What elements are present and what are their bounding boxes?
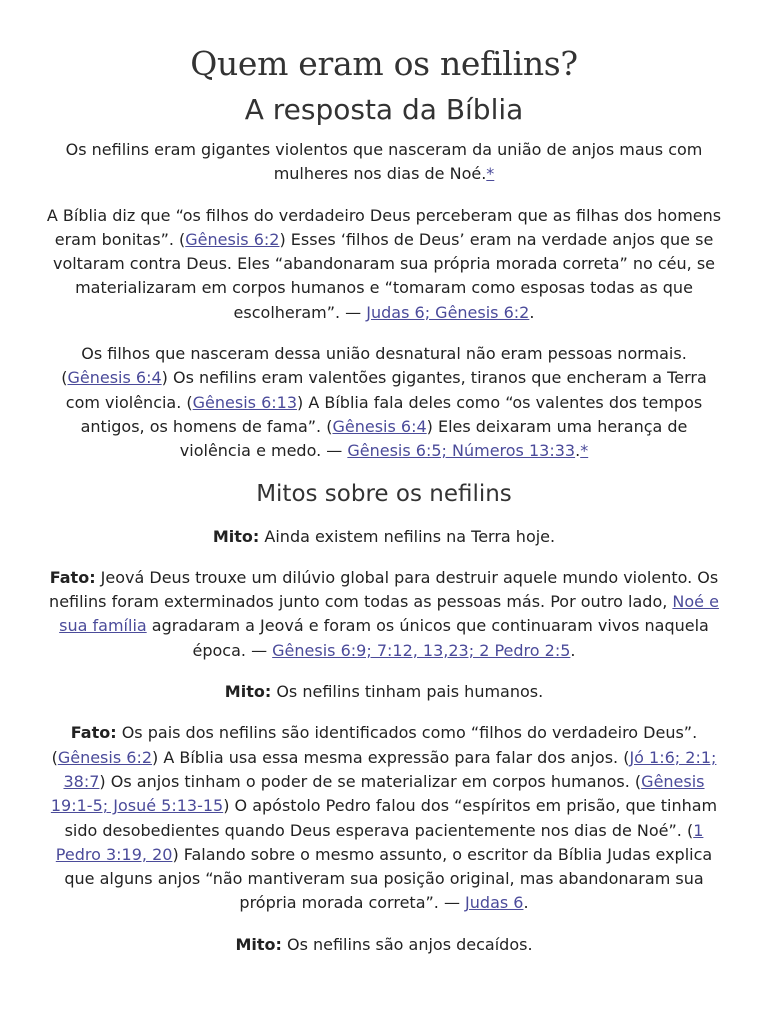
text: Ainda existem nefilins na Terra hoje. <box>259 526 556 546</box>
paragraph-filhos <box>44 342 724 463</box>
text: Os nefilins são anjos decaídos. <box>281 934 533 954</box>
text: . <box>575 441 581 461</box>
scripture-link[interactable]: Gênesis 19:1-5; Josué 5:13-15 <box>50 771 705 816</box>
text: ) A Bíblia usa essa mesma expressão para falar dos anjos. ( <box>152 747 630 767</box>
page-subtitle: A resposta da Bíblia <box>244 93 524 126</box>
scripture-link[interactable]: Gênesis 6:9; 7:12, 13,23; 2 Pedro 2:5 <box>272 640 571 660</box>
myth-3 <box>44 933 724 957</box>
text: ) Falando sobre o mesmo assunto, o escritor da Bíblia Judas explica que alguns anjos “não mantiveram sua posição original, mas abandonaram sua própria morada correta”. — <box>64 844 713 913</box>
text: ) Esses ‘filhos de Deus’ eram na verdade anjos que se voltaram contra Deus. Eles “abandonaram sua própria morada correta” no céu, se materializaram em corpos humanos e “tomaram como esposas todas as que escolheram”. — <box>52 229 716 322</box>
text: ) Os anjos tinham o poder de se materializar em corpos humanos. ( <box>99 771 642 791</box>
myth-label: Mito: <box>212 526 260 546</box>
footnote-link[interactable]: * <box>580 441 589 461</box>
fact-label: Fato: <box>49 567 96 587</box>
intro-paragraph <box>44 138 724 187</box>
footnote-link[interactable]: * <box>486 164 495 184</box>
scripture-link[interactable]: 1 Pedro 3:19, 20 <box>55 820 704 864</box>
section-heading: Mitos sobre os nefilins <box>256 480 512 507</box>
text: . <box>529 302 535 322</box>
text: ) O apóstolo Pedro falou dos “espíritos em prisão, que tinham sido desobedientes quando Deus esperava pacientemente nos dias de Noé”. ( <box>64 796 718 840</box>
text: Os filhos que nasceram dessa união desnatural não eram pessoas normais. ( <box>61 344 687 388</box>
text: Os nefilins tinham pais humanos. <box>271 682 544 702</box>
scripture-link[interactable]: Judas 6; Gênesis 6:2 <box>366 302 530 322</box>
myth-2 <box>44 680 724 704</box>
text: . <box>570 640 576 660</box>
noe-familia-link[interactable]: Noé e sua família <box>59 592 719 636</box>
text: Jeová Deus trouxe um dilúvio global para destruir aquele mundo violento. Os nefilins foram exterminados junto com todas as pessoas más. Por outro lado, <box>49 567 719 612</box>
fact-2 <box>44 721 724 915</box>
text: agradaram a Jeová e foram os únicos que continuaram vivos naquela época. — <box>146 616 709 660</box>
scripture-link[interactable]: Gênesis 6:2 <box>57 747 153 767</box>
scripture-link[interactable]: Gênesis 6:5; Números 13:33 <box>347 441 576 461</box>
paragraph-filhos-de-deus <box>44 204 724 325</box>
scripture-link[interactable]: Gênesis 6:4 <box>332 416 427 436</box>
scripture-link[interactable]: Gênesis 6:13 <box>192 392 298 412</box>
text: Os nefilins eram gigantes violentos que nasceram da união de anjos maus com mulheres nos dias de Noé. <box>65 140 703 184</box>
fact-label: Fato: <box>70 723 117 743</box>
scripture-link[interactable]: Gênesis 6:4 <box>67 368 162 388</box>
fact-1 <box>44 566 724 663</box>
myth-label: Mito: <box>235 934 282 954</box>
scripture-link[interactable]: Judas 6 <box>465 893 524 913</box>
text: A Bíblia diz que “os filhos do verdadeiro Deus perceberam que as filhas dos homens eram bonitas”. ( <box>46 205 722 249</box>
text: ) A Bíblia fala deles como “os valentes dos tempos antigos, os homens de fama”. ( <box>80 392 703 436</box>
text: . <box>523 893 529 913</box>
scripture-link[interactable]: Gênesis 6:2 <box>185 229 280 249</box>
myth-label: Mito: <box>224 682 272 702</box>
text: ) Eles deixaram uma herança de violência e medo. — <box>179 416 688 461</box>
myth-1 <box>44 525 724 549</box>
text: Os pais dos nefilins são identificados como “filhos do verdadeiro Deus”. ( <box>51 723 698 767</box>
text: ) Os nefilins eram valentões gigantes, tiranos que encheram a Terra com violência. ( <box>65 368 707 412</box>
page-title: Quem eram os nefilins? <box>190 44 578 83</box>
scripture-link[interactable]: Jó 1:6; 2:1; 38:7 <box>63 747 717 791</box>
